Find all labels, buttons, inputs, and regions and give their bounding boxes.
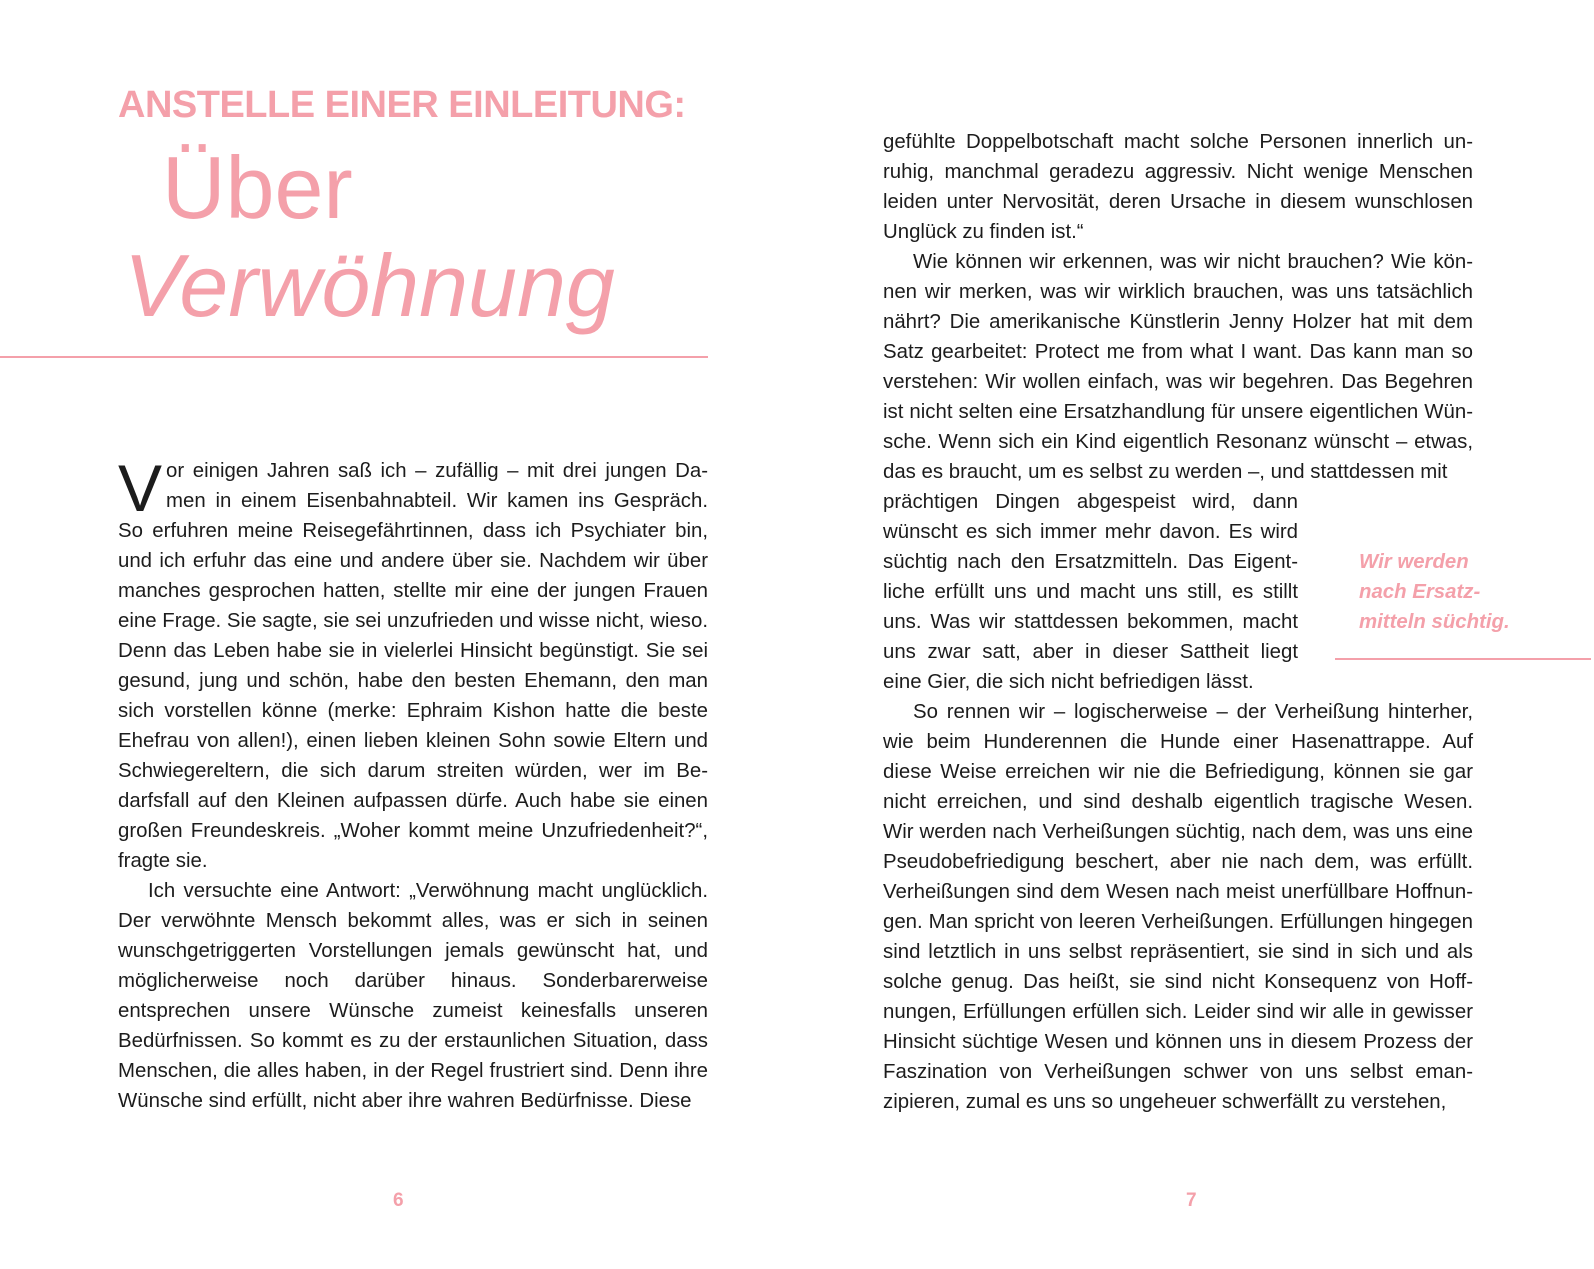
pull-quote — [1359, 547, 1510, 637]
paragraph: gefühlte Doppelbotschaft macht solche Personen innerlich unruhig, manchmal geradezu aggressiv. Nicht wenige Menschen leiden unter Nervosität, deren Ursache in diesem wunschlosen Unglück zu finden ist.“ — [883, 131, 1473, 243]
page-number: 7 — [1186, 1190, 1197, 1211]
right-body-text-top — [883, 127, 1473, 487]
left-body-text — [118, 451, 708, 1116]
right-page — [797, 0, 1594, 1269]
paragraph: Wie können wir erkennen, was wir nicht brauchen? Wie können wir merken, was wir wirklich brauchen, was uns tatsächlich nährt? Die amerikanische Künstlerin Jenny Holzer hat mit dem Satz gearbeitet: Protect me from what I want. Das kann man so verstehen: Wir wollen einfach, was wir begehren. Das Begehren ist nicht selten eine Ersatzhandlung für unsere eigentlichen Wünsche. Wenn sich ein Kind eigentlich Resonanz wünscht – etwas, das es braucht, um es selbst zu werden –, und stattdessen mit — [883, 251, 1473, 483]
paragraph-text: or einigen Jahren saß ich – zufällig – mit drei jungen Damen in einem Eisenbahnabteil. Wir kamen ins Gespräch. So erfuhren meine Reisegefährtinnen, dass ich Psychiater bin, und ich erfuhr das eine und andere über sie. Nachdem wir über manches gesprochen hatten, stellte mir eine der jungen Frauen eine Frage. Sie sagte, sie sei unzufrieden und wisse nicht, wieso. Denn das Leben habe sie in vielerlei Hinsicht begünstigt. Sie sei gesund, jung und schön, habe den besten Ehemann, den man sich vorstellen könne (merke: Ephraim Kishon hatte die beste Ehefrau von allen!), einen lieben kleinen Sohn sowie Eltern und Schwiegereltern, die sich darum streiten würden, wer im Bedarfsfall auf den Kleinen aufpassen dürfe. Auch habe sie einen großen Freundeskreis. „Woher kommt meine Unzufriedenheit?“, fragte sie. — [118, 460, 708, 872]
paragraph: Ich versuchte eine Antwort: „Verwöhnung macht unglücklich. Der verwöhnte Mensch bekommt alles, was er sich in seinen wunschgetriggerten Vorstellungen jemals gewünscht hat, und möglicherweise noch darüber hinaus. Sonderbarerweise entsprechen unsere Wünsche zumeist keinesfalls unseren Bedürfnissen. So kommt es zu der erstaunlichen Situation, dass Menschen, die alles haben, in der Regel frustriert sind. Denn ihre Wünsche sind erfüllt, nicht aber ihre wahren Bedürfnisse. Diese — [118, 880, 708, 1112]
title-divider — [0, 356, 708, 358]
page-number: 6 — [393, 1190, 404, 1211]
pull-quote-line: Wir werden — [1359, 551, 1469, 573]
paragraph — [118, 451, 708, 876]
pull-quote-line: nach Ersatz- — [1359, 581, 1481, 603]
paragraph-continued: prächtigen Dingen abgespeist wird, dann wünscht es sich immer mehr davon. Es wird süchtig nach den Ersatzmitteln. Das Eigentliche erfüllt uns und macht uns still, es stillt uns. Was wir stattdessen bekommen, macht uns zwar satt, aber in dieser Sattheit liegt eine Gier, die sich nicht befriedigen lässt. — [883, 491, 1298, 693]
chapter-title-line1: Über — [162, 138, 353, 237]
chapter-kicker: ANSTELLE EINER EINLEITUNG: — [118, 84, 686, 126]
pull-quote-line: mitteln süchtig. — [1359, 611, 1510, 633]
drop-cap: V — [118, 451, 163, 525]
right-body-text-bottom — [883, 697, 1473, 1117]
right-body-text-narrow — [883, 487, 1298, 697]
chapter-title-line2: Verwöhnung — [124, 236, 615, 335]
paragraph: So rennen wir – logischerweise – der Verheißung hinterher, wie beim Hunderennen die Hunde einer Hasenattrappe. Auf diese Weise erreichen wir nie die Befriedigung, können sie gar nicht erreichen, und sind deshalb eigentlich tragische Wesen. Wir werden nach Verheißungen süchtig, nach dem, was uns eine Pseudobefriedigung beschert, aber nie nach dem, was erfüllt. Verheißungen sind dem Wesen nach meist unerfüllbare Hoffnungen. Man spricht von leeren Verheißungen. Erfüllungen hingegen sind letztlich in uns selbst repräsentiert, sie sind in sich und als solche genug. Das heißt, sie sind nicht Konsequenz von Hoffnungen, Erfüllungen erfüllen sich. Leider sind wir alle in gewisser Hinsicht süchtige Wesen und können uns in diesem Prozess der Faszination von Verheißungen schwer von uns selbst emanzipieren, zumal es uns so ungeheuer schwerfällt zu verstehen, — [883, 701, 1473, 1113]
pull-quote-divider — [1335, 658, 1591, 660]
